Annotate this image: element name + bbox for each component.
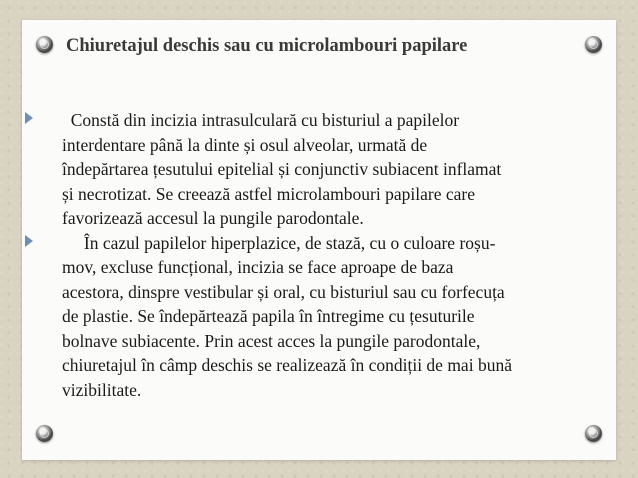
text-line: vizibilitate. [62, 379, 142, 400]
text-line: îndepărtarea țesutului epitelial și conjunctiv subiacent inflamat [62, 159, 502, 179]
thumbtack-icon [585, 36, 602, 53]
bullet-list [22, 108, 616, 402]
thumbtack-icon [585, 425, 602, 442]
text-line: de plastie. Se îndepărtează papila în întregime cu țesuturile [62, 306, 475, 326]
triangle-bullet-icon [25, 235, 33, 247]
text-line: acestora, dinspre vestibular și oral, cu bisturiul sau cu forfecuța [62, 281, 505, 302]
bullet-text [62, 231, 618, 403]
bullet-text [62, 108, 618, 231]
text-line: Constă din incizia intrasulculară cu bisturiul a papilelor [62, 110, 460, 130]
slide-title: Chiuretajul deschis sau cu microlambouri papilare [66, 36, 468, 56]
thumbtack-icon [36, 425, 53, 442]
text-line: mov, excluse funcțional, incizia se face aproape de baza [62, 257, 454, 277]
text-line: În cazul papilelor hiperplazice, de stază, cu o culoare roșu- [62, 232, 496, 253]
text-line: chiuretajul în câmp deschis se realizează în condiții de mai bună [62, 355, 512, 375]
text-line: și necrotizat. Se creează astfel microlambouri papilare care [62, 183, 475, 204]
text-line: interdentare până la dinte și osul alveolar, urmată de [62, 134, 428, 155]
bullet-item [22, 231, 616, 403]
triangle-bullet-icon [25, 112, 33, 124]
thumbtack-icon [36, 36, 53, 53]
text-line: favorizează accesul la pungile parodontale. [62, 208, 364, 228]
bullet-item [22, 108, 616, 231]
text-line: bolnave subiacente. Prin acest acces la pungile parodontale, [62, 330, 481, 351]
